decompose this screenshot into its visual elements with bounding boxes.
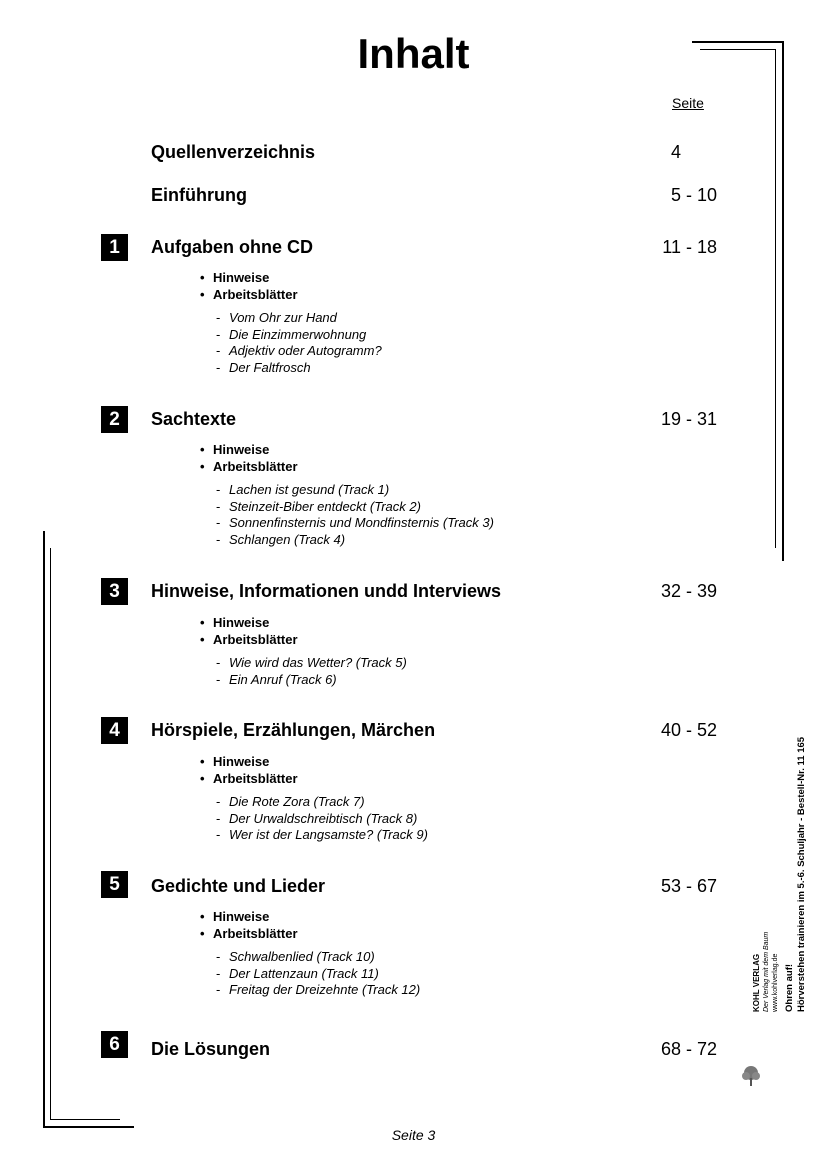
chapter-number-badge: 2	[101, 406, 128, 433]
chapter-number-badge: 5	[101, 871, 128, 898]
worksheet-item: - Adjektiv oder Autogramm?	[216, 343, 382, 360]
chapter-bullet-list	[200, 269, 298, 303]
bullet-item: • Arbeitsblätter	[200, 286, 298, 303]
bullet-item: • Arbeitsblätter	[200, 458, 298, 475]
toc-chapter-4	[151, 718, 717, 742]
chapter-bullet-list	[200, 753, 298, 787]
bullet-item: • Arbeitsblätter	[200, 770, 298, 787]
frame-bottom-left-inner-v	[50, 548, 51, 1120]
worksheet-item: - Der Urwaldschreibtisch (Track 8)	[216, 811, 428, 828]
worksheet-item: - Der Faltfrosch	[216, 360, 382, 377]
worksheet-item: - Vom Ohr zur Hand	[216, 310, 382, 327]
chapter-title: Aufgaben ohne CD	[151, 237, 313, 257]
chapter-title: Gedichte und Lieder	[151, 876, 326, 896]
side-book-info	[784, 737, 808, 1012]
toc-entry-quellenverzeichnis	[151, 140, 717, 164]
chapter-worksheet-list	[216, 655, 407, 688]
worksheet-item: - Lachen ist gesund (Track 1)	[216, 482, 494, 499]
worksheet-item: - Sonnenfinsternis und Mondfinsternis (Track 3)	[216, 515, 494, 532]
chapter-number-badge: 6	[101, 1031, 128, 1058]
page-title: Inhalt	[357, 30, 470, 77]
side-book-subtitle-order: Hörverstehen trainieren im 5.-6. Schuljahr - Bestell-Nr. 11 165	[796, 736, 807, 1012]
frame-bottom-left-inner-h	[50, 1119, 120, 1120]
toc-entry-title: Einführung	[151, 185, 247, 205]
bullet-item: • Hinweise	[200, 441, 298, 458]
worksheet-item: - Die Rote Zora (Track 7)	[216, 794, 428, 811]
publisher-slogan: Der Verlag mit dem Baum	[763, 931, 770, 1012]
worksheet-item: - Steinzeit-Biber entdeckt (Track 2)	[216, 499, 494, 516]
worksheet-item: - Schwalbenlied (Track 10)	[216, 949, 420, 966]
chapter-pages: 68 - 72	[660, 1039, 717, 1059]
chapter-worksheet-list	[216, 949, 420, 999]
bullet-item: • Arbeitsblätter	[200, 631, 298, 648]
chapter-worksheet-list	[216, 794, 428, 844]
toc-entry-pages: 4	[671, 142, 682, 162]
chapter-pages: 11 - 18	[662, 237, 717, 257]
worksheet-item: - Wer ist der Langsamste? (Track 9)	[216, 827, 428, 844]
toc-chapter-2	[151, 407, 717, 431]
worksheet-item: - Ein Anruf (Track 6)	[216, 672, 407, 689]
chapter-number-badge: 3	[101, 578, 128, 605]
worksheet-item: - Schlangen (Track 4)	[216, 532, 494, 549]
bullet-item: • Hinweise	[200, 614, 298, 631]
frame-top-right-inner-h	[700, 49, 776, 50]
publisher-url: www.kohlverlag.de	[772, 953, 779, 1012]
toc-entry-pages: 5 - 10	[670, 185, 717, 205]
chapter-title: Sachtexte	[151, 409, 237, 429]
worksheet-item: - Die Einzimmerwohnung	[216, 327, 382, 344]
worksheet-item: - Der Lattenzaun (Track 11)	[216, 966, 420, 983]
bullet-item: • Hinweise	[200, 753, 298, 770]
worksheet-item: - Freitag der Dreizehnte (Track 12)	[216, 982, 420, 999]
bullet-item: • Hinweise	[200, 269, 298, 286]
chapter-number-badge: 1	[101, 234, 128, 261]
frame-top-right-outer-h	[692, 41, 784, 43]
chapter-title: Hinweise, Informationen undd Interviews	[151, 581, 502, 601]
toc-entry-title: Quellenverzeichnis	[151, 142, 316, 162]
chapter-title: Die Lösungen	[151, 1039, 271, 1059]
worksheet-item: - Wie wird das Wetter? (Track 5)	[216, 655, 407, 672]
chapter-worksheet-list	[216, 310, 382, 377]
page-footer: Seite 3	[391, 1127, 436, 1143]
frame-top-right-outer-v	[782, 41, 784, 561]
bullet-item: • Hinweise	[200, 908, 298, 925]
chapter-pages: 53 - 67	[660, 876, 717, 896]
frame-top-right-inner-v	[775, 49, 776, 548]
chapter-bullet-list	[200, 441, 298, 475]
bullet-item: • Arbeitsblätter	[200, 925, 298, 942]
publisher-info	[752, 932, 780, 1012]
side-book-title: Ohren auf!	[784, 963, 795, 1012]
chapter-title: Hörspiele, Erzählungen, Märchen	[151, 720, 436, 740]
toc-chapter-1	[151, 235, 717, 259]
chapter-pages: 32 - 39	[660, 581, 717, 601]
chapter-pages: 19 - 31	[660, 409, 717, 429]
chapter-number-badge: 4	[101, 717, 128, 744]
toc-chapter-3	[151, 579, 717, 603]
chapter-pages: 40 - 52	[660, 720, 717, 740]
tree-logo-icon	[741, 1065, 761, 1087]
chapter-worksheet-list	[216, 482, 494, 549]
page-column-header: Seite	[672, 95, 704, 111]
toc-chapter-5	[151, 874, 717, 898]
frame-bottom-left-outer-v	[43, 531, 45, 1128]
toc-chapter-6	[151, 1037, 717, 1061]
toc-entry-einfuehrung	[151, 183, 717, 207]
chapter-bullet-list	[200, 614, 298, 648]
publisher-name: KOHL VERLAG	[752, 953, 761, 1012]
chapter-bullet-list	[200, 908, 298, 942]
